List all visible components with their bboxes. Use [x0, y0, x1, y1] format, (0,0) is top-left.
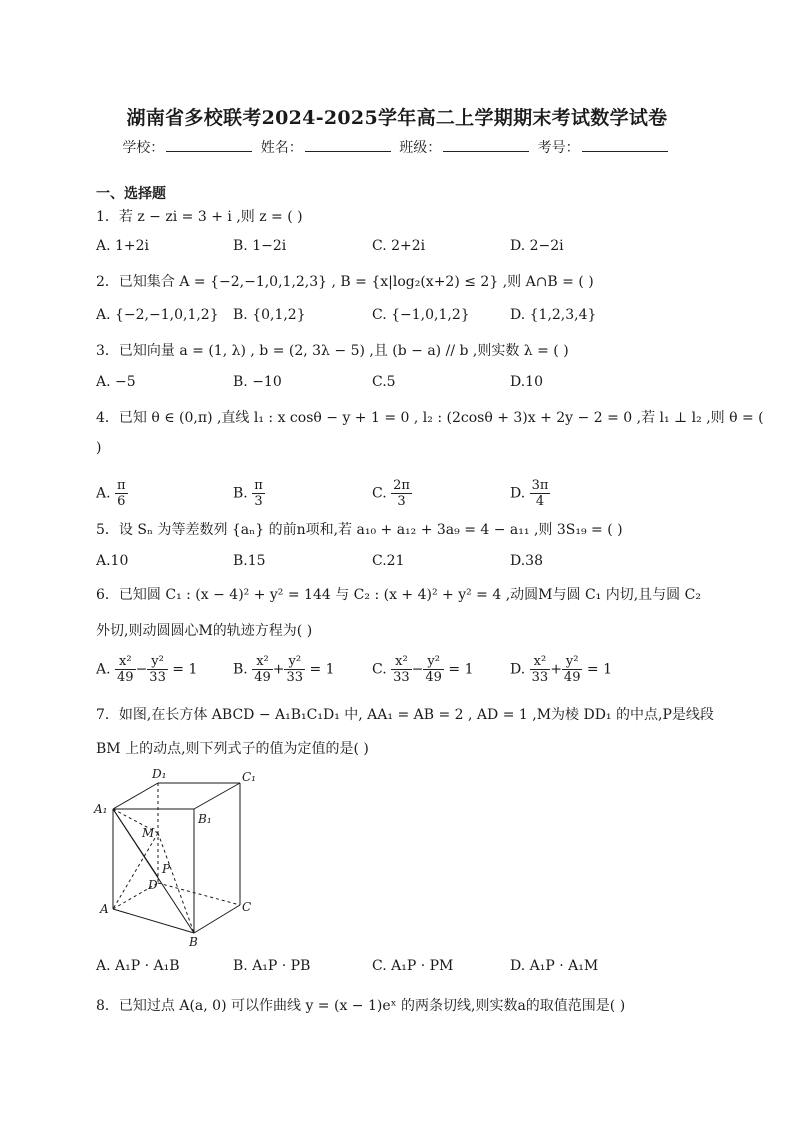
label-d1: D₁	[152, 767, 167, 781]
edge-c1-b1	[194, 783, 240, 809]
option-prefix: B.	[233, 485, 248, 502]
fraction	[530, 478, 551, 509]
option-b[interactable]	[233, 478, 265, 509]
option-c[interactable]: C. 2+2i	[372, 238, 426, 254]
numerator: x²	[391, 654, 412, 670]
option-c[interactable]: C. A₁P · PM	[372, 958, 454, 974]
option-prefix: D.	[510, 485, 526, 502]
question-2-stem: 2．已知集合 A = {−2,−1,0,1,2,3} , B = {x|log₂(x+2) ≤ 2} ,则 A∩B = ( )	[96, 274, 594, 290]
denominator: 3	[254, 494, 263, 509]
rhs: = 1	[448, 661, 474, 678]
fraction	[252, 478, 265, 509]
number-label: 考号：	[537, 140, 580, 156]
option-d[interactable]: D.38	[510, 553, 543, 569]
question-2-options	[96, 307, 716, 327]
numerator: x²	[530, 654, 551, 670]
question-6-stem: 6．已知圆 C₁ : (x − 4)² + y² = 144 与 C₂ : (x + 4)² + y² = 4 ,动圆M与圆 C₁ 内切,且与圆 C₂	[96, 587, 701, 603]
numerator: π	[254, 478, 263, 493]
question-6-options	[96, 648, 716, 688]
numerator: y²	[284, 654, 305, 670]
option-d[interactable]	[510, 654, 612, 685]
segment-m-a	[113, 833, 158, 909]
label-b: B	[189, 935, 198, 949]
option-prefix: D.	[510, 661, 526, 678]
option-c[interactable]	[372, 478, 412, 509]
question-5-stem: 5．设 Sₙ 为等差数列 {aₙ} 的前n项和,若 a₁₀ + a₁₂ + 3a₉ = 4 − a₁₁ ,则 3S₁₉ = ( )	[96, 522, 623, 538]
denominator: 49	[117, 670, 134, 685]
number-blank[interactable]	[582, 139, 668, 152]
option-a[interactable]	[96, 654, 197, 685]
student-info-line	[0, 137, 794, 157]
fraction	[115, 478, 128, 509]
denominator: 33	[149, 670, 166, 685]
option-a[interactable]: A. {−2,−1,0,1,2}	[96, 307, 219, 323]
operator: +	[550, 661, 562, 678]
label-a1: A₁	[94, 802, 108, 816]
name-label: 姓名：	[260, 140, 303, 156]
fraction	[115, 654, 136, 685]
rhs: = 1	[586, 661, 613, 678]
label-c1: C₁	[242, 770, 256, 784]
question-8-stem: 8．已知过点 A(a, 0) 可以作曲线 y = (x − 1)eˣ 的两条切线,则实数a的取值范围是( )	[96, 998, 626, 1014]
denominator: 49	[254, 670, 271, 685]
denominator: 33	[286, 670, 304, 685]
option-prefix: C.	[372, 661, 387, 678]
question-3-stem: 3．已知向量 a = (1, λ) , b = (2, 3λ − 5) ,且 (b − a) // b ,则实数 λ = ( )	[96, 343, 569, 359]
rhs: = 1	[172, 661, 198, 678]
option-c[interactable]: C.5	[372, 374, 396, 390]
cuboid-figure	[92, 765, 267, 950]
rhs: = 1	[309, 661, 335, 678]
label-c: C	[242, 900, 252, 914]
option-c[interactable]: C. {−1,0,1,2}	[372, 307, 470, 323]
fraction	[423, 654, 444, 685]
denominator: 49	[425, 670, 442, 685]
numerator: 2π	[393, 478, 410, 493]
school-label: 学校：	[122, 140, 165, 156]
question-5-options	[96, 553, 716, 573]
option-d[interactable]	[510, 478, 550, 509]
option-prefix: C.	[372, 485, 387, 502]
option-prefix: A.	[96, 661, 111, 678]
numerator: x²	[252, 654, 273, 670]
question-4-stem-cont: )	[96, 440, 102, 456]
edge-b-c	[194, 905, 240, 933]
fraction	[252, 654, 273, 685]
operator: +	[272, 661, 285, 678]
question-1-options	[96, 238, 716, 258]
numerator: y²	[423, 654, 444, 670]
option-b[interactable]: B. {0,1,2}	[233, 307, 306, 323]
label-m: M	[142, 826, 155, 840]
edge-d-c	[158, 883, 240, 905]
option-prefix: B.	[233, 661, 248, 678]
fraction	[530, 654, 551, 685]
option-b[interactable]	[233, 654, 335, 685]
denominator: 49	[563, 670, 581, 685]
option-a[interactable]: A. 1+2i	[96, 238, 150, 254]
segment-m-b	[158, 833, 194, 933]
question-4-options	[96, 470, 716, 510]
label-p: P	[162, 862, 171, 876]
question-6-stem-cont: 外切,则动圆圆心M的轨迹方程为( )	[96, 623, 313, 639]
numerator: π	[117, 478, 126, 493]
option-c[interactable]	[372, 654, 474, 685]
denominator: 33	[531, 670, 549, 685]
label-a: A	[100, 902, 109, 916]
numerator: y²	[147, 654, 168, 670]
school-blank[interactable]	[166, 139, 252, 152]
option-b[interactable]: B. A₁P · PB	[233, 958, 311, 974]
fraction	[284, 654, 305, 685]
denominator: 4	[535, 494, 545, 509]
option-prefix: A.	[96, 485, 111, 502]
question-1-stem: 1．若 z − zi = 3 + i ,则 z = ( )	[96, 209, 303, 225]
fraction	[562, 654, 583, 685]
question-7-options	[96, 958, 716, 978]
option-d[interactable]: D. 2−2i	[510, 238, 564, 254]
exam-title: 湖南省多校联考2024-2025学年高二上学期期末考试数学试卷	[126, 107, 668, 129]
option-a[interactable]: A. A₁P · A₁B	[96, 958, 180, 974]
numerator: y²	[562, 654, 583, 670]
option-a[interactable]: A. −5	[96, 374, 136, 390]
class-label: 班级：	[399, 140, 442, 156]
option-c[interactable]: C.21	[372, 553, 405, 569]
option-a[interactable]	[96, 478, 128, 509]
name-blank[interactable]	[305, 139, 391, 152]
option-d[interactable]: D. {1,2,3,4}	[510, 307, 597, 323]
fraction	[391, 478, 412, 509]
numerator: x²	[115, 654, 136, 670]
edge-a1-d1	[113, 783, 158, 809]
segment-a1-p	[113, 809, 158, 877]
option-b[interactable]: B. −10	[233, 374, 282, 390]
operator: −	[135, 661, 148, 678]
denominator: 3	[397, 494, 406, 509]
question-4-stem: 4．已知 θ ∈ (0,π) ,直线 l₁ : x cosθ − y + 1 = 0 , l₂ : (2cosθ + 3)x + 2y − 2 = 0 ,若 l₁ ⊥ l₂ ,则 θ = (	[96, 410, 764, 426]
section-title: 一、选择题	[96, 186, 166, 202]
label-d: D	[148, 878, 158, 892]
label-b1: B₁	[198, 812, 212, 826]
question-3-options	[96, 374, 716, 394]
question-7-stem-cont: BM 上的动点,则下列式子的值为定值的是( )	[96, 741, 369, 757]
numerator: 3π	[531, 478, 549, 493]
option-b[interactable]: B.15	[233, 553, 266, 569]
option-b[interactable]: B. 1−2i	[233, 238, 287, 254]
operator: −	[411, 661, 424, 678]
option-a[interactable]: A.10	[96, 553, 129, 569]
denominator: 33	[393, 670, 410, 685]
fraction	[391, 654, 412, 685]
denominator: 6	[117, 494, 126, 509]
question-7-stem: 7．如图,在长方体 ABCD − A₁B₁C₁D₁ 中, AA₁ = AB = 2 , AD = 1 ,M为棱 DD₁ 的中点,P是线段	[96, 707, 714, 723]
class-blank[interactable]	[443, 139, 529, 152]
edge-a-b	[113, 909, 194, 933]
fraction	[147, 654, 168, 685]
option-d[interactable]: D. A₁P · A₁M	[510, 958, 599, 974]
option-d[interactable]: D.10	[510, 374, 543, 390]
